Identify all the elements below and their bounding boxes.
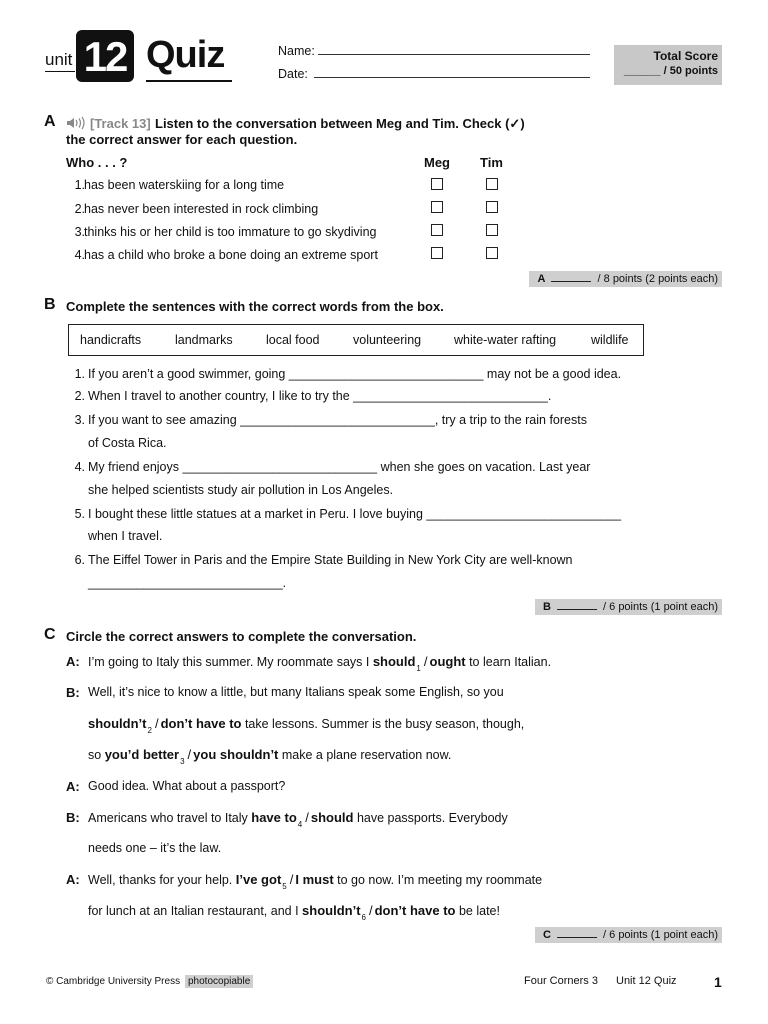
unit-number: 12 xyxy=(83,33,127,80)
speaker-label: A: xyxy=(66,872,80,887)
speaker-label: A: xyxy=(66,779,80,794)
meg-column-header: Meg xyxy=(424,155,450,170)
option-divider: / xyxy=(187,747,192,762)
sentence-number: 3. xyxy=(74,413,85,427)
date-label: Date: xyxy=(278,67,308,81)
line-text: take lessons. Summer is the busy season, though, xyxy=(241,717,525,731)
footer-unit-quiz: Unit 12 Quiz xyxy=(616,975,677,987)
sentence-text: The Eiffel Tower in Paris and the Empire State Building in New York City are well-known xyxy=(88,553,573,567)
line-text: Well, thanks for your help. xyxy=(88,873,236,887)
score-letter: A xyxy=(537,273,546,285)
tim-checkbox-4[interactable] xyxy=(486,247,498,259)
conversation-line xyxy=(88,903,500,922)
line-text: to go now. I’m meeting my roommate xyxy=(333,873,543,887)
section-a-instruction-2: the correct answer for each question. xyxy=(66,132,298,147)
line-text: needs one – it’s the law. xyxy=(88,841,222,855)
conversation-line xyxy=(88,872,543,891)
question-text: has never been interested in rock climbing xyxy=(84,202,319,216)
section-c-letter: C xyxy=(44,626,56,643)
sentence-number: 6. xyxy=(74,553,85,567)
item-number: 1 xyxy=(416,664,421,673)
conversation-line xyxy=(88,779,285,793)
sentence-number: 5. xyxy=(74,507,85,521)
score-letter: B xyxy=(542,601,551,613)
score-text: / 8 points (2 points each) xyxy=(597,273,718,285)
conversation-line xyxy=(88,716,525,735)
line-text: have passports. Everybody xyxy=(353,811,508,825)
sentence-text-continued: of Costa Rica. xyxy=(88,436,167,450)
score-blank[interactable] xyxy=(551,271,591,282)
sentence-text-continued: she helped scientists study air pollution in Los Angeles. xyxy=(88,483,394,497)
line-text: be late! xyxy=(455,904,500,918)
score-text: / 6 points (1 point each) xyxy=(603,929,718,941)
word-box-item: wildlife xyxy=(591,333,629,347)
conversation-line xyxy=(88,810,508,829)
score-blank[interactable] xyxy=(557,927,597,938)
word-box-item: volunteering xyxy=(353,333,422,347)
section-a-letter: A xyxy=(44,113,56,130)
item-number: 5 xyxy=(282,882,287,891)
track-label: [Track 13] xyxy=(90,116,151,131)
item-number: 6 xyxy=(361,913,366,922)
word-box-item: local food xyxy=(266,333,320,347)
conversation-line xyxy=(88,685,504,699)
option-divider: / xyxy=(289,872,294,887)
line-text: to learn Italian. xyxy=(465,655,552,669)
answer-option[interactable]: have to xyxy=(251,810,297,825)
question-text: has a child who broke a bone doing an extreme sport xyxy=(84,248,378,262)
total-score-label: Total Score xyxy=(653,49,718,63)
page-number: 1 xyxy=(714,974,722,990)
sentence-number: 1. xyxy=(74,367,85,381)
item-number: 2 xyxy=(147,726,152,735)
answer-option[interactable]: shouldn’t xyxy=(302,903,361,918)
sentence-text: If you want to see amazing ____________________________, try a trip to the rain forests xyxy=(88,413,587,427)
option-divider: / xyxy=(154,716,159,731)
section-b-letter: B xyxy=(44,296,56,313)
who-header: Who . . . ? xyxy=(66,155,128,170)
photocopiable-badge: photocopiable xyxy=(185,975,253,988)
speaker-label: A: xyxy=(66,654,80,669)
answer-option[interactable]: shouldn’t xyxy=(88,716,147,731)
answer-option[interactable]: don’t have to xyxy=(374,903,456,918)
sentence-text: I bought these little statues at a market in Peru. I love buying ____________________________ xyxy=(88,507,622,521)
item-number: 4 xyxy=(297,820,303,829)
line-text: Well, it’s nice to know a little, but many Italians speak some English, so you xyxy=(88,685,504,699)
conversation-line xyxy=(88,654,552,673)
sentence-text-continued: when I travel. xyxy=(88,529,163,543)
section-b-instruction: Complete the sentences with the correct words from the box. xyxy=(66,299,444,314)
option-divider: / xyxy=(305,810,309,825)
score-letter: C xyxy=(542,929,551,941)
sentence-text: If you aren’t a good swimmer, going ____________________________ may not be a good idea. xyxy=(88,367,622,381)
total-score-value: ______ / 50 points xyxy=(623,65,718,77)
sentence-number: 2. xyxy=(74,389,85,403)
speaker-label: B: xyxy=(66,685,80,700)
question-text: has been waterskiing for a long time xyxy=(84,178,285,192)
option-divider: / xyxy=(368,903,373,918)
line-text: I’m going to Italy this summer. My roommate says I xyxy=(88,655,373,669)
score-text: / 6 points (1 point each) xyxy=(603,601,718,613)
question-text: thinks his or her child is too immature to go skydiving xyxy=(84,225,377,239)
sentence-text-continued: ____________________________. xyxy=(88,576,287,590)
section-a-score xyxy=(529,271,722,287)
speaker-icon xyxy=(66,116,88,130)
meg-checkbox-4[interactable] xyxy=(431,247,443,259)
answer-option[interactable]: ought xyxy=(429,654,466,669)
question-number: 4. xyxy=(74,248,85,262)
section-a-instruction-1: Listen to the conversation between Meg and Tim. Check (✓) xyxy=(155,116,525,131)
answer-option[interactable]: I’ve got xyxy=(235,872,282,887)
answer-option[interactable]: you’d better xyxy=(104,747,180,762)
answer-option[interactable]: don’t have to xyxy=(160,716,242,731)
meg-checkbox-2[interactable] xyxy=(431,201,443,213)
section-b-score xyxy=(535,599,722,615)
meg-checkbox-3[interactable] xyxy=(431,224,443,236)
speaker-label: B: xyxy=(66,810,80,825)
name-label: Name: xyxy=(278,44,315,58)
name-field[interactable] xyxy=(318,54,590,55)
conversation-line xyxy=(88,747,452,766)
meg-checkbox-1[interactable] xyxy=(431,178,443,190)
word-box-item: handicrafts xyxy=(80,333,142,347)
line-text: make a plane reservation now. xyxy=(278,748,452,762)
sentence-number: 4. xyxy=(74,460,85,474)
quiz-title: Quiz xyxy=(146,34,225,76)
unit-underline xyxy=(45,71,75,72)
line-text: for lunch at an Italian restaurant, and I xyxy=(88,904,303,918)
tim-checkbox-2[interactable] xyxy=(486,201,498,213)
sentence-text: My friend enjoys ____________________________ when she goes on vacation. Last year xyxy=(88,460,591,474)
section-c-score xyxy=(535,927,722,943)
answer-option[interactable]: I must xyxy=(295,872,334,887)
unit-label: unit xyxy=(45,50,73,69)
tim-checkbox-1[interactable] xyxy=(486,178,498,190)
section-c-instruction: Circle the correct answers to complete the conversation. xyxy=(66,629,417,644)
score-blank[interactable] xyxy=(557,599,597,610)
answer-option[interactable]: you shouldn’t xyxy=(193,747,279,762)
question-number: 2. xyxy=(74,202,85,216)
sentence-text: When I travel to another country, I like to try the ____________________________. xyxy=(88,389,552,403)
word-box xyxy=(68,324,644,356)
quiz-title-underline xyxy=(146,80,232,82)
option-divider: / xyxy=(423,654,428,669)
line-text: Good idea. What about a passport? xyxy=(88,779,286,793)
answer-option[interactable]: should xyxy=(310,810,354,825)
tim-checkbox-3[interactable] xyxy=(486,224,498,236)
line-text: Americans who travel to Italy xyxy=(88,811,252,825)
question-number: 3. xyxy=(74,225,85,239)
line-text: so xyxy=(88,748,105,762)
word-box-item: white-water rafting xyxy=(454,333,557,347)
book-title: Four Corners 3 xyxy=(524,975,598,987)
answer-option[interactable]: should xyxy=(372,654,416,669)
date-field[interactable] xyxy=(314,77,590,78)
word-box-item: landmarks xyxy=(175,333,233,347)
copyright: © Cambridge University Press xyxy=(46,976,181,987)
tim-column-header: Tim xyxy=(480,155,503,170)
conversation-line xyxy=(88,841,221,855)
item-number: 3 xyxy=(180,757,185,766)
question-number: 1. xyxy=(74,178,85,192)
